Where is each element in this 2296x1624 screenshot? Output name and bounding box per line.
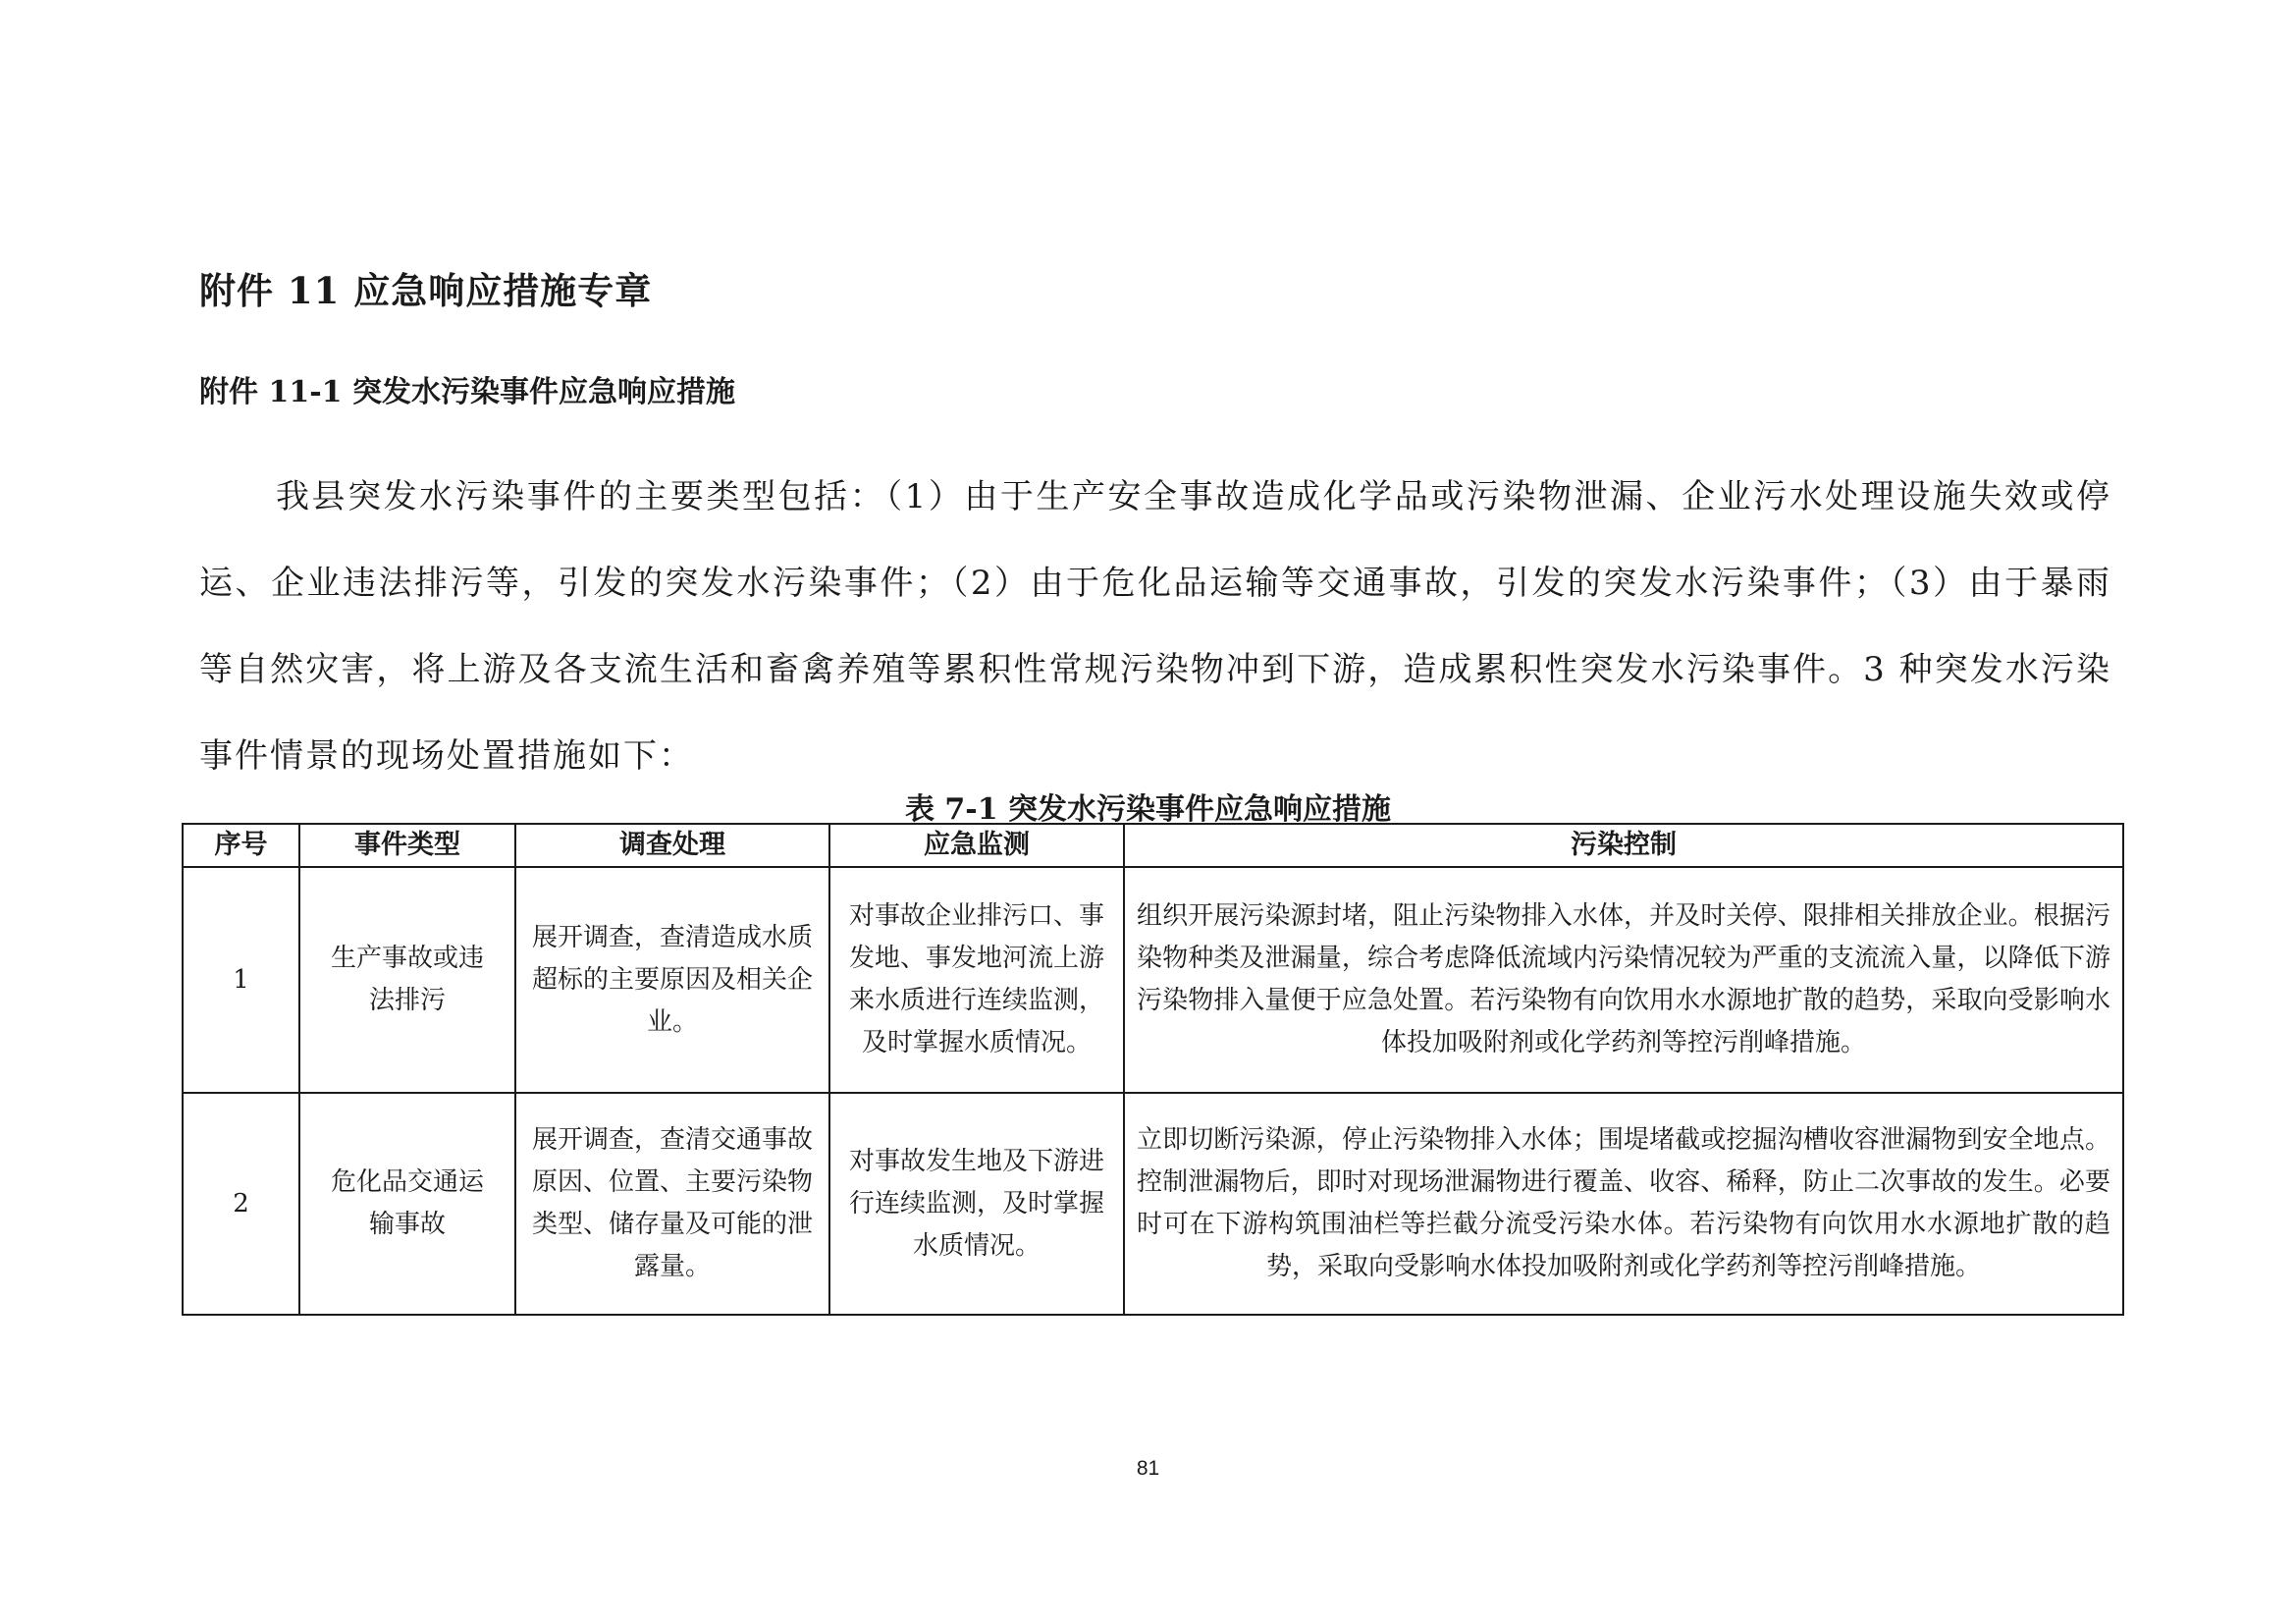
cell-index: 2	[183, 1093, 299, 1315]
table-header-row	[183, 824, 2123, 867]
cell-index: 1	[183, 867, 299, 1093]
cell-investigation: 展开调查，查清交通事故原因、位置、主要污染物类型、储存量及可能的泄露量。	[515, 1093, 829, 1315]
appendix-heading: 附件 11 应急响应措施专章	[199, 269, 653, 312]
intro-paragraph: 我县突发水污染事件的主要类型包括：（1）由于生产安全事故造成化学品或污染物泄漏、企业污水处理设施失效或停运、企业违法排污等，引发的突发水污染事件；（2）由于危化品运输等交通事故，引发的突发水污染事件；（3）由于暴雨等自然灾害，将上游及各支流生活和畜禽养殖等累积性常规污染物冲到下游，造成累积性突发水污染事件。3 种突发水污染事件情景的现场处置措施如下：	[199, 477, 2111, 776]
cell-event-type: 生产事故或违法排污	[299, 867, 515, 1093]
table-caption: 表 7-1 突发水污染事件应急响应措施	[904, 792, 1392, 827]
header-pollution-control: 污染控制	[1124, 824, 2123, 867]
cell-monitoring: 对事故发生地及下游进行连续监测，及时掌握水质情况。	[829, 1093, 1124, 1315]
cell-pollution-control: 组织开展污染源封堵，阻止污染物排入水体，并及时关停、限排相关排放企业。根据污染物种类及泄漏量，综合考虑降低流域内污染情况较为严重的支流流入量，以降低下游污染物排入量便于应急处置。若污染物有向饮用水水源地扩散的趋势，采取向受影响水体投加吸附剂或化学药剂等控污削峰措施。	[1124, 867, 2123, 1093]
cell-investigation: 展开调查，查清造成水质超标的主要原因及相关企业。	[515, 867, 829, 1093]
page-number: 81	[1136, 1457, 1160, 1480]
table-row	[183, 1093, 2123, 1315]
cell-monitoring: 对事故企业排污口、事发地、事发地河流上游来水质进行连续监测，及时掌握水质情况。	[829, 867, 1124, 1093]
header-investigation: 调查处理	[515, 824, 829, 867]
cell-pollution-control: 立即切断污染源，停止污染物排入水体；围堤堵截或挖掘沟槽收容泄漏物到安全地点。控制泄漏物后，即时对现场泄漏物进行覆盖、收容、稀释，防止二次事故的发生。必要时可在下游构筑围油栏等拦截分流受污染水体。若污染物有向饮用水水源地扩散的趋势，采取向受影响水体投加吸附剂或化学药剂等控污削峰措施。	[1124, 1093, 2123, 1315]
header-event-type: 事件类型	[299, 824, 515, 867]
appendix-subheading: 附件 11-1 突发水污染事件应急响应措施	[199, 375, 735, 409]
table-row	[183, 867, 2123, 1093]
header-index: 序号	[183, 824, 299, 867]
cell-event-type: 危化品交通运输事故	[299, 1093, 515, 1315]
header-monitoring: 应急监测	[829, 824, 1124, 867]
response-measures-table	[182, 823, 2124, 1316]
